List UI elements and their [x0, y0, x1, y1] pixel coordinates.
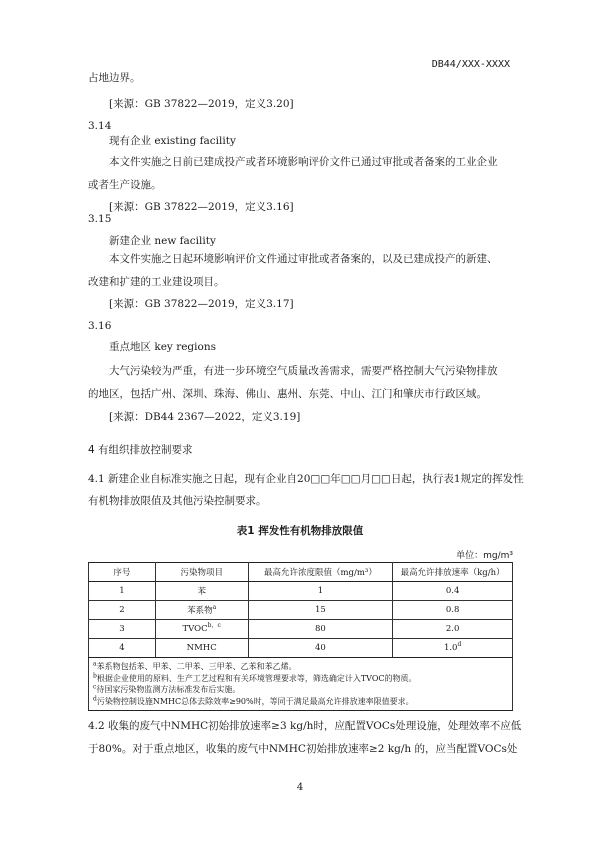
table-note: $^b$根据企业使用的原料、生产工艺过程和有关环境管理要求等，筛选确定计入TVOC的物质。 — [93, 671, 417, 683]
page-number: 4 — [296, 782, 304, 793]
cell-item: 苯系物$^a$ — [155, 601, 248, 620]
cell-concentration: 1 — [248, 582, 393, 601]
table-header-row — [89, 563, 513, 582]
clause-number: 3.14 — [88, 120, 112, 132]
table-row — [89, 620, 513, 639]
cell-item: NMHC — [155, 639, 248, 658]
definition-text: 或者生产设施。 — [88, 179, 162, 191]
clause-number: 3.15 — [88, 213, 112, 225]
term-title — [109, 233, 216, 248]
table-title: 表1 挥发性有机物排放限值 — [236, 525, 364, 537]
section-heading: 4 有组织排放控制要求 — [88, 444, 193, 456]
term-title — [109, 339, 216, 354]
document-code: DB44/XXX-XXXX — [431, 59, 510, 70]
header-item: 污染物项目 — [155, 563, 248, 582]
header-rate: 最高允许排放速率（kg/h） — [393, 563, 513, 582]
term-en: new facility — [154, 235, 216, 247]
definition-text: 本文件实施之日前已建成投产或者环境影响评价文件已通过审批或者备案的工业企业 — [109, 156, 498, 168]
definition-text: 的地区，包括广州、深圳、珠海、佛山、惠州、东莞、中山、江门和肇庆市行政区域。 — [88, 388, 487, 400]
limits-table — [88, 562, 513, 711]
table-note: $^d$污染物控制设施NMHC总体去除效率≥90%时，等同于满足最高允许排放速率限值要求。 — [93, 694, 414, 706]
table-row — [89, 639, 513, 658]
table-note: $^a$苯系物包括苯、甲苯、二甲苯、三甲苯、乙苯和苯乙烯。 — [93, 660, 297, 671]
cell-concentration: 80 — [248, 620, 393, 639]
cell-rate: 0.8 — [393, 601, 513, 620]
source-reference: [来源：GB 37822—2019，定义3.20] — [109, 98, 294, 110]
term-cn: 重点地区 — [109, 341, 151, 353]
definition-text: 大气污染较为严重，有进一步环境空气质量改善需求，需要严格控制大气污染物排放 — [109, 365, 498, 377]
table-row — [89, 582, 513, 601]
text-line: 占地边界。 — [88, 72, 141, 84]
paragraph-text: 4.2 收集的废气中NMHC初始排放速率≥3 kg/h时，应配置VOCs处理设施，处理效率不应低 — [88, 720, 522, 732]
cell-rate: 1.0$^d$ — [393, 639, 513, 658]
term-en: key regions — [154, 341, 216, 353]
clause-number: 3.16 — [88, 320, 112, 332]
term-cn: 现有企业 — [109, 135, 151, 147]
source-reference: [来源：GB 37822—2019，定义3.16] — [109, 201, 294, 213]
term-title — [109, 133, 236, 148]
definition-text: 改建和扩建的工业建设项目。 — [88, 276, 225, 288]
cell-item: $TVOC^{b,c}$ — [155, 620, 248, 639]
cell-no: 3 — [89, 620, 156, 639]
term-cn: 新建企业 — [109, 235, 151, 247]
table-note: $^c$待国家污染物监测方法标准发布后实施。 — [93, 683, 241, 694]
cell-rate: 0.4 — [393, 582, 513, 601]
definition-text: 本文件实施之日起环境影响评价文件通过审批或者备案的，以及已建成投产的新建、 — [109, 253, 498, 265]
paragraph-text: 于80%。对于重点地区，收集的废气中NMHC初始排放速率≥2 kg/h 的，应当配置VOCs处 — [88, 743, 518, 755]
cell-concentration: 15 — [248, 601, 393, 620]
term-en: existing facility — [154, 135, 236, 147]
table-notes — [89, 658, 513, 711]
cell-item: 苯 — [155, 582, 248, 601]
cell-no: 4 — [89, 639, 156, 658]
source-reference: [来源：GB 37822—2019，定义3.17] — [109, 298, 294, 310]
table-unit: 单位：mg/m³ — [456, 551, 513, 561]
table-row — [89, 601, 513, 620]
cell-rate: 2.0 — [393, 620, 513, 639]
cell-concentration: 40 — [248, 639, 393, 658]
paragraph-text: 4.1 新建企业自标准实施之日起，现有企业自20□□年□□月□□日起，执行表1规定的挥发性 — [88, 473, 524, 485]
cell-no: 1 — [89, 582, 156, 601]
source-reference: [来源：DB44 2367—2022，定义3.19] — [109, 411, 301, 423]
cell-no: 2 — [89, 601, 156, 620]
header-concentration: 最高允许浓度限值（mg/m³） — [248, 563, 393, 582]
paragraph-text: 有机物排放限值及其他污染控制要求。 — [88, 495, 267, 507]
table-notes-row — [89, 658, 513, 711]
header-no: 序号 — [89, 563, 156, 582]
